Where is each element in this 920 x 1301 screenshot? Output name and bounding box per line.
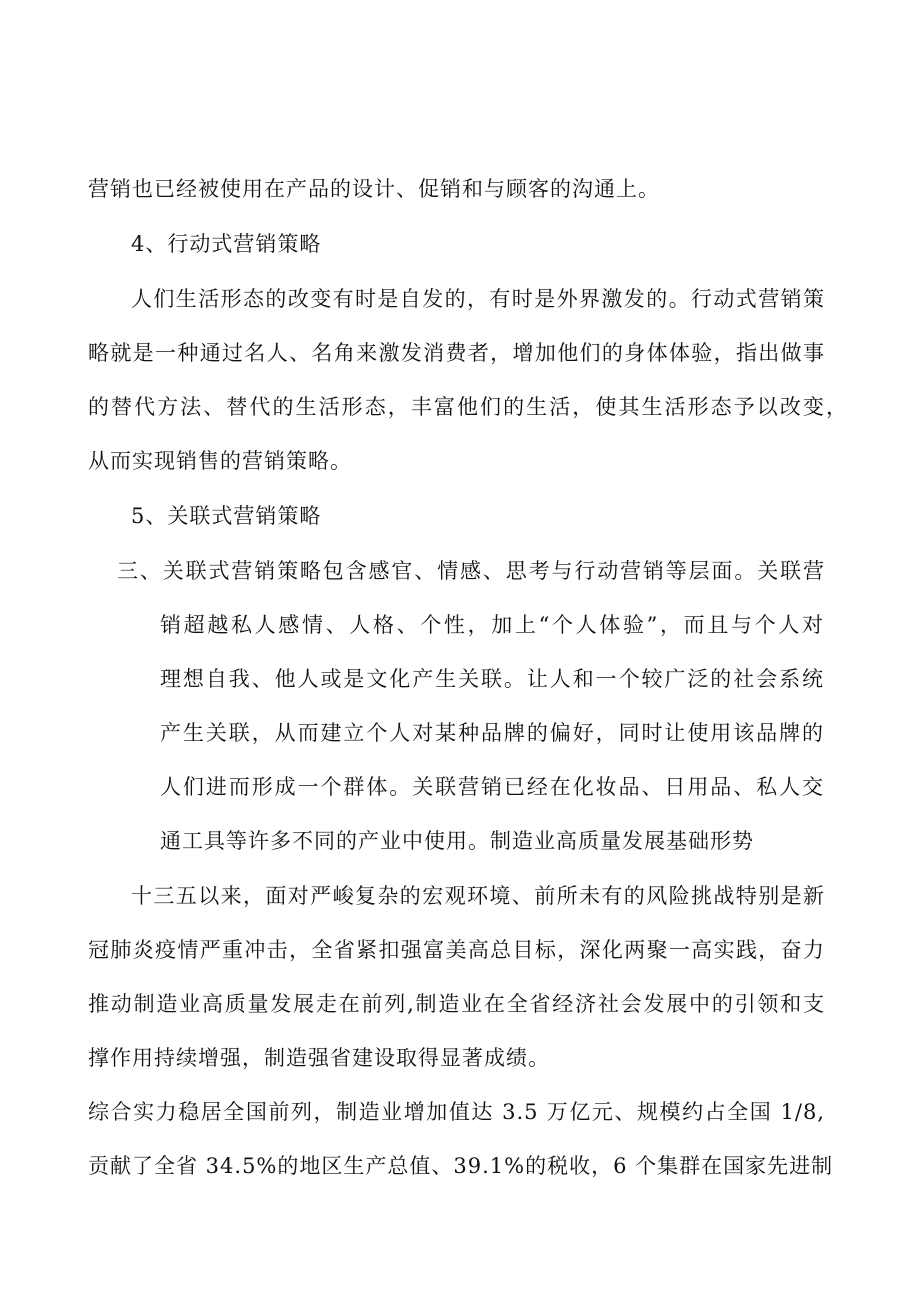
section-heading: 4、行动式营销策略 <box>131 232 322 256</box>
paragraph-line: 推动制造业高质量发展走在前列,制造业在全省经济社会发展中的引领和支 <box>88 992 825 1016</box>
list-item-line: 三、关联式营销策略包含感官、情感、思考与行动营销等层面。关联营 <box>117 559 825 583</box>
paragraph-line: 营销也已经被使用在产品的设计、促销和与顾客的沟通上。 <box>88 177 660 201</box>
paragraph-line: 冠肺炎疫情严重冲击，全省紧扣强富美高总目标，深化两聚一高实践，奋力 <box>88 938 825 962</box>
list-item-line: 人们进而形成一个群体。关联营销已经在化妆品、日用品、私人交 <box>160 775 824 799</box>
list-item-line: 产生关联，从而建立个人对某种品牌的偏好，同时让使用该品牌的 <box>160 721 824 745</box>
paragraph-line: 的替代方法、替代的生活形态，丰富他们的生活，使其生活形态予以改变， <box>88 395 848 419</box>
paragraph-line: 贡献了全省 34.5%的地区生产总值、39.1%的税收，6 个集群在国家先进制 <box>88 1154 834 1178</box>
paragraph-line: 略就是一种通过名人、名角来激发消费者，增加他们的身体体验，指出做事 <box>88 341 825 365</box>
paragraph-line: 从而实现销售的营销策略。 <box>88 449 352 473</box>
paragraph-line: 十三五以来，面对严峻复杂的宏观环境、前所未有的风险挑战特别是新 <box>131 884 825 908</box>
list-item-line: 理想自我、他人或是文化产生关联。让人和一个较广泛的社会系统 <box>160 667 824 691</box>
section-heading: 5、关联式营销策略 <box>131 504 322 528</box>
list-item-line: 通工具等许多不同的产业中使用。制造业高质量发展基础形势 <box>160 829 754 853</box>
list-item-line: 销超越私人感情、人格、个性，加上“个人体验”，而且与个人对 <box>160 613 824 637</box>
paragraph-line: 撑作用持续增强，制造强省建设取得显著成绩。 <box>88 1046 550 1070</box>
paragraph-line: 人们生活形态的改变有时是自发的，有时是外界激发的。行动式营销策 <box>131 287 825 311</box>
paragraph-line: 综合实力稳居全国前列，制造业增加值达 3.5 万亿元、规模约占全国 1/8, <box>88 1100 825 1124</box>
